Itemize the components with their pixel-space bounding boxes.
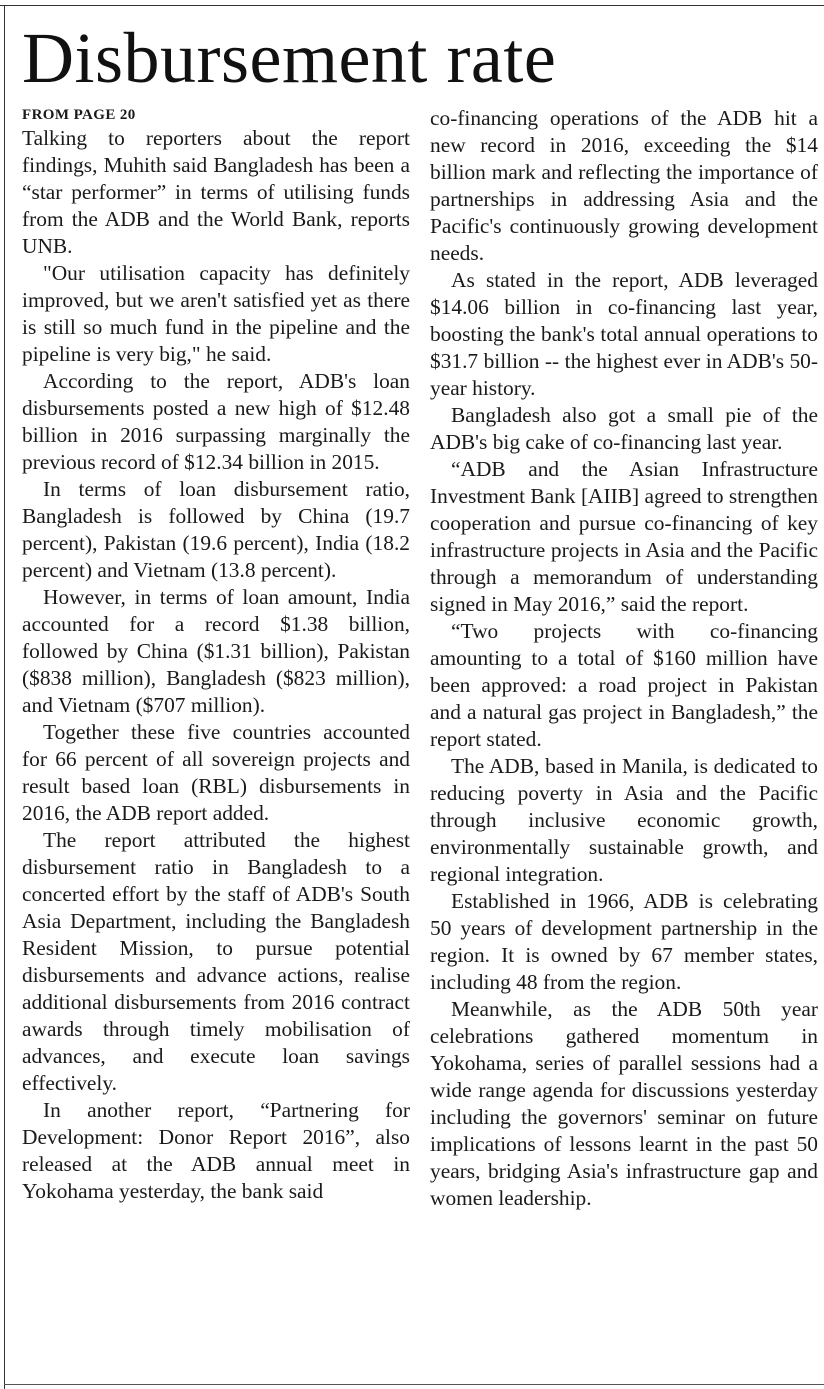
paragraph: In another report, “Partnering for Development: Donor Report 2016”, also released at the ADB annual meet in Yokohama yesterday, the bank said	[22, 1098, 410, 1203]
headline: Disbursement rate	[22, 18, 557, 98]
paragraph: The report attributed the highest disbursement ratio in Bangladesh to a concerted effort by the staff of ADB's South Asia Department, including the Bangladesh Resident Mission, to pursue potential disbursements and advance actions, realise additional disbursements from 2016 contract awards through timely mobilisation of advances, and execute loan savings effectively.	[22, 828, 410, 1095]
paragraph: co-financing operations of the ADB hit a new record in 2016, exceeding the $14 billion mark and reflecting the importance of partnerships in addressing Asia and the Pacific's continuously growing development needs.	[430, 106, 818, 265]
top-border-rule	[0, 5, 824, 6]
paragraph: Established in 1966, ADB is celebrating 50 years of development partnership in the region. It is owned by 67 member states, including 48 from the region.	[430, 889, 818, 994]
paragraph: "Our utilisation capacity has definitely improved, but we aren't satisfied yet as there is still so much fund in the pipeline and the pipeline is very big," he said.	[22, 261, 410, 366]
article-column-left	[22, 105, 410, 1205]
paragraph: Bangladesh also got a small pie of the ADB's big cake of co-financing last year.	[430, 403, 818, 454]
paragraph: In terms of loan disbursement ratio, Bangladesh is followed by China (19.7 percent), Pakistan (19.6 percent), India (18.2 percent) and Vietnam (13.8 percent).	[22, 477, 410, 582]
paragraph: As stated in the report, ADB leveraged $14.06 billion in co-financing last year, boosting the bank's total annual operations to $31.7 billion -- the highest ever in ADB's 50-year history.	[430, 268, 818, 400]
left-border-rule	[4, 5, 5, 1389]
article-column-right	[430, 105, 818, 1212]
paragraph: However, in terms of loan amount, India accounted for a record $1.38 billion, followed by China ($1.31 billion), Pakistan ($838 million), Bangladesh ($823 million), and Vietnam ($707 million).	[22, 585, 410, 717]
paragraph: Talking to reporters about the report findings, Muhith said Bangladesh has been a “star performer” in terms of utilising funds from the ADB and the World Bank, reports UNB.	[22, 126, 410, 258]
paragraph: Together these five countries accounted for 66 percent of all sovereign projects and result based loan (RBL) disbursements in 2016, the ADB report added.	[22, 720, 410, 825]
paragraph: “ADB and the Asian Infrastructure Investment Bank [AIIB] agreed to strengthen cooperation and pursue co-financing of key infrastructure projects in Asia and the Pacific through a memorandum of understanding signed in May 2016,” said the report.	[430, 457, 818, 616]
paragraph: “Two projects with co-financing amounting to a total of $160 million have been approved: a road project in Pakistan and a natural gas project in Bangladesh,” the report stated.	[430, 619, 818, 751]
paragraph: According to the report, ADB's loan disbursements posted a new high of $12.48 billion in 2016 surpassing marginally the previous record of $12.34 billion in 2015.	[22, 369, 410, 474]
paragraph: Meanwhile, as the ADB 50th year celebrations gathered momentum in Yokohama, series of parallel sessions had a wide range agenda for discussions yesterday including the governors' seminar on future implications of lessons learnt in the past 50 years, bridging Asia's infrastructure gap and women leadership.	[430, 997, 818, 1210]
dateline: FROM PAGE 20	[22, 107, 136, 123]
bottom-border-rule	[4, 1384, 824, 1385]
paragraph: The ADB, based in Manila, is dedicated to reducing poverty in Asia and the Pacific through inclusive economic growth, environmentally sustainable growth, and regional integration.	[430, 754, 818, 886]
